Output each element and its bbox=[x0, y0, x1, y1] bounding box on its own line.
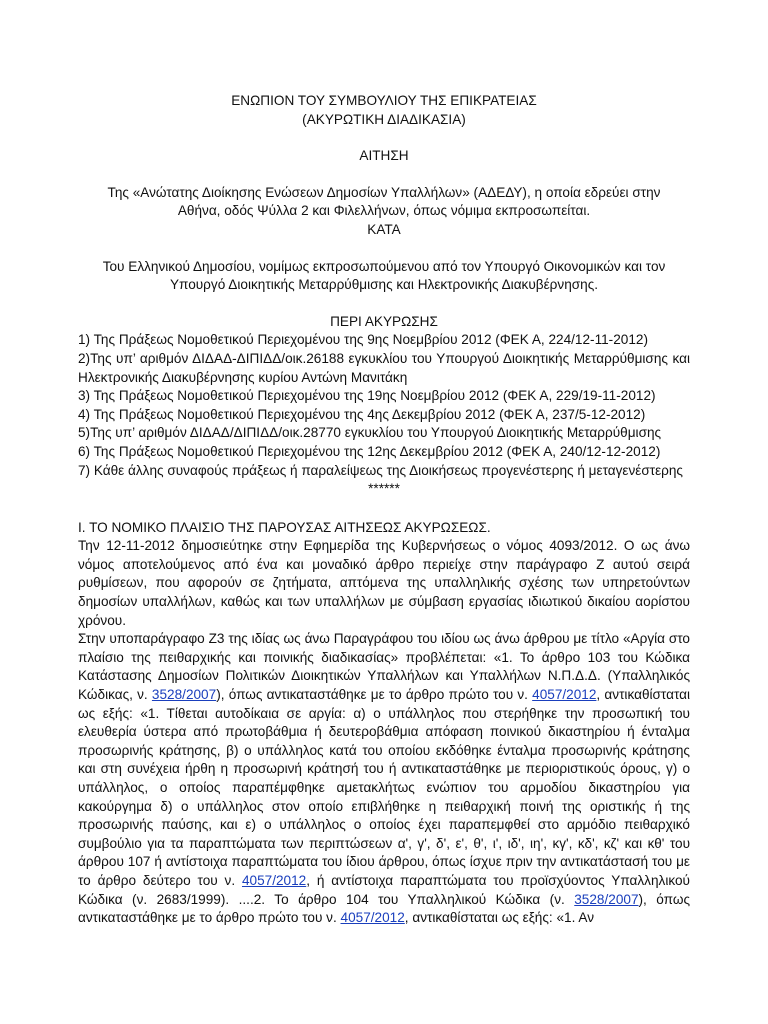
law-link-3528-2007[interactable]: 3528/2007 bbox=[574, 891, 639, 907]
section-paragraph-2 bbox=[78, 630, 690, 928]
para2-text-1: Στην υποπαράγραφο Ζ3 της ιδίας ως άνω Παραγράφου του ιδίου ως άνω άρθρου με τίτλο «Αργία στο πλαίσιο της πειθαρχικής και ποινικής διαδικασίας» προβλέπεται: «1. Το άρθρο 103 του Κώδικα Κατάστασης Δημοσίων Πολιτικών Διοικητικών Υπαλλήλων και Υπαλλήλων Ν.Π.Δ.Δ. (Υπαλληλικός Κώδικας, ν. bbox=[78, 631, 690, 703]
para2-text-5: ), όπως αντικαταστάθηκε με το άρθρο πρώτο του ν. bbox=[78, 891, 690, 926]
annulment-item-1: 1) Της Πράξεως Νομοθετικού Περιεχομένου της 9ης Νοεμβρίου 2012 (ΦΕΚ Α, 224/12-11-2012) bbox=[78, 332, 648, 348]
law-link-4057-2012[interactable]: 4057/2012 bbox=[532, 687, 597, 703]
section-heading: Ι. ΤΟ ΝΟΜΙΚΟ ΠΛΑΙΣΙΟ ΤΗΣ ΠΑΡΟΥΣΑΣ ΑΙΤΗΣΕΩΣ ΑΚΥΡΩΣΕΩΣ. bbox=[78, 519, 491, 535]
respondent-line-2: Υπουργό Διοικητικής Μεταρρύθμισης και Ηλεκτρονικής Διακυβέρνησης. bbox=[169, 277, 599, 293]
law-link-4057-2012[interactable]: 4057/2012 bbox=[340, 910, 405, 926]
annulment-item-4: 4) Της Πράξεως Νομοθετικού Περιεχομένου της 4ης Δεκεμβρίου 2012 (ΦΕΚ Α, 237/5-12-2012) bbox=[78, 406, 646, 422]
para2-text-6: , αντικαθίσταται ως εξής: «1. Αν bbox=[404, 910, 595, 926]
annulment-item-3: 3) Της Πράξεως Νομοθετικού Περιεχομένου της 19ης Νοεμβρίου 2012 (ΦΕΚ Α, 229/19-11-2012) bbox=[78, 388, 656, 404]
procedure-heading: (ΑΚΥΡΩΤΙΚΗ ΔΙΑΔΙΚΑΣΙΑ) bbox=[302, 111, 466, 127]
applicant-line-2: Αθήνα, οδός Ψύλλα 2 και Φιλελλήνων, όπως νόμιμα εκπροσωπείται. bbox=[177, 203, 591, 219]
law-link-3528-2007[interactable]: 3528/2007 bbox=[151, 687, 217, 703]
annulment-item-2: 2)Της υπ’ αριθμόν ΔΙΔΑΔ-ΔΙΠΙΔΔ/οικ.26188 εγκυκλίου του Υπουργού Διοικητικής Μεταρρύθμισης και Ηλεκτρονικής Διακυβέρνησης κυρίου Αντώνη Μανιτάκη bbox=[78, 350, 690, 385]
document-page bbox=[78, 92, 690, 928]
law-link-4057-2012[interactable]: 4057/2012 bbox=[241, 872, 307, 888]
respondent-line-1: Του Ελληνικού Δημοσίου, νομίμως εκπροσωπούμενου από τον Υπουργό Οικονομικών και τον bbox=[102, 258, 666, 274]
against-label: ΚΑΤΑ bbox=[367, 221, 401, 237]
applicant-line-1: Της «Ανώτατης Διοίκησης Ενώσεων Δημοσίων Υπαλλήλων» (ΑΔΕΔΥ), η οποία εδρεύει στην bbox=[107, 184, 661, 200]
annulment-item-6: 6) Της Πράξεως Νομοθετικού Περιεχομένου της 12ης Δεκεμβρίου 2012 (ΦΕΚ Α, 240/12-12-2012) bbox=[78, 443, 661, 459]
annulment-item-5: 5)Της υπ’ αριθμόν ΔΙΔΑΔ/ΔΙΠΙΔΔ/οικ.28770 εγκυκλίου του Υπουργού Διοικητικής Μεταρρύθμισης bbox=[78, 425, 662, 441]
annulment-item-7: 7) Κάθε άλλης συναφούς πράξεως ή παραλείψεως της Διοικήσεως προγενέστερης ή μεταγενέστερης bbox=[78, 462, 683, 478]
document-type: ΑΙΤΗΣΗ bbox=[359, 148, 409, 164]
para2-text-2: ), όπως αντικαταστάθηκε με το άρθρο πρώτο του ν. bbox=[216, 687, 533, 703]
court-heading: ΕΝΩΠΙΟΝ ΤΟΥ ΣΥΜΒΟΥΛΙΟΥ ΤΗΣ ΕΠΙΚΡΑΤΕΙΑΣ bbox=[231, 93, 537, 108]
annulment-label: ΠΕΡΙ ΑΚΥΡΩΣΗΣ bbox=[330, 313, 438, 329]
separator: ****** bbox=[368, 481, 400, 497]
para2-text-3: , αντικαθίσταται ως εξής: «1. Τίθεται αυτοδίκαια σε αργία: α) ο υπάλληλος που στερήθηκε την προσωπική του ελευθερία ύστερα από πρωτοβάθμια ή δευτεροβάθμια απόφαση ποινικού δικαστηρίου ή ένταλμα προσωρινής κράτησης, β) ο υπάλληλος κατά του οποίου εκδόθηκε ένταλμα προσωρινής κράτησης και στη συνέχεια ήρθη η προσωρινή κράτησή του ή αντικαταστάθηκε με περιοριστικούς όρους, γ) ο υπάλληλος, ο οποίος παραπέμφθηκε αμετακλήτως ενώπιον του αρμοδίου δικαστηρίου για κακούργημα δ) ο υπάλληλος στον οποίο επιβλήθηκε η πειθαρχική ποινή της οριστικής ή της προσωρινής παύσης, και ε) ο υπάλληλος ο οποίος έχει παραπεμφθεί στο αρμόδιο πειθαρχικό συμβούλιο για τα παραπτώματα των περιπτώσεων α', γ', δ', ε', θ', ι', ιδ', ιη', κγ', κδ', κζ' και κθ' του άρθρου 107 ή αντίστοιχα παραπτώματα του ίδιου άρθρου, όπως ίσχυε πριν την αντικατάστασή του με το άρθρο δεύτερο του ν. bbox=[78, 687, 691, 888]
section-paragraph-1: Την 12-11-2012 δημοσιεύτηκε στην Εφημερίδα της Κυβερνήσεως ο νόμος 4093/2012. Ο ως άνω νόμος αποτελούμενος από ένα και μοναδικό άρθρο περιείχε στην παράγραφο Ζ αυτού σειρά ρυθμίσεων, που αφορούν σε ζητήματα, απτόμενα της υπαλληλικής σχέσης των υπηρετούντων δημοσίων υπαλλήλων, καθώς και των υπαλλήλων με σύμβαση εργασίας ιδιωτικού δικαίου αορίστου χρόνου. bbox=[78, 538, 690, 628]
para2-text-4: , ή αντίστοιχα παραπτώματα του προϊσχύοντος Υπαλληλικού Κώδικα (ν. 2683/1999). ....2. Το άρθρο 104 του Υπαλληλικού Κώδικα (ν. bbox=[78, 872, 690, 907]
